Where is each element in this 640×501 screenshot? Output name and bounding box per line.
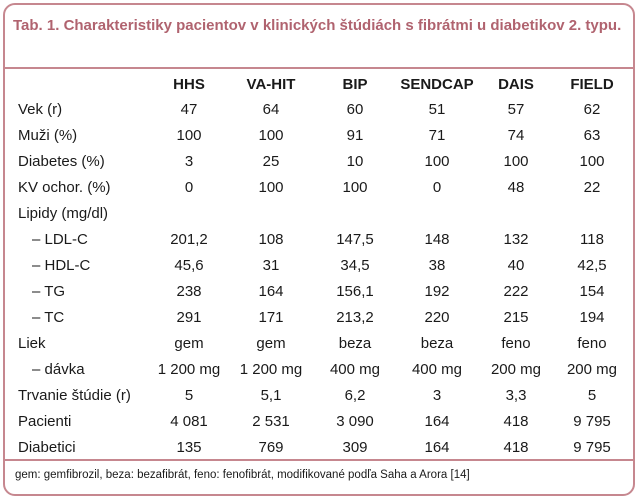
table-row (5, 97, 633, 123)
table-cell: gem (174, 335, 204, 352)
table-cell: 31 (262, 257, 280, 274)
table-row (5, 149, 633, 175)
table-row (5, 305, 633, 331)
row-label: – LDL-C (32, 231, 88, 248)
row-label: – TG (32, 283, 66, 300)
table-card (3, 3, 635, 496)
table-cell: 74 (507, 127, 525, 144)
row-label: Liek (18, 335, 46, 352)
table-cell: feno (501, 335, 531, 352)
table-row (5, 253, 633, 279)
table-cell (149, 201, 229, 227)
table-cell: 60 (346, 101, 364, 118)
row-label: Diabetici (18, 439, 76, 456)
table-cell: 5 (184, 387, 194, 404)
table-row (5, 123, 633, 149)
table-cell: 63 (583, 127, 601, 144)
table-cell: 418 (503, 413, 529, 430)
table-cell: 213,2 (336, 309, 374, 326)
table-cell: 38 (428, 257, 446, 274)
table-cell: 135 (176, 439, 202, 456)
row-label: Lipidy (mg/dl) (18, 205, 109, 222)
table-cell: 1 200 mg (239, 361, 303, 378)
table-cell: 100 (579, 153, 605, 170)
table-cell: 108 (258, 231, 284, 248)
table-cell: 222 (503, 283, 529, 300)
table-cell: 64 (262, 101, 280, 118)
column-header: VA-HIT (246, 76, 296, 93)
table-cell: 5 (587, 387, 597, 404)
row-label: Muži (%) (18, 127, 78, 144)
table-row (5, 279, 633, 305)
table-cell: 51 (428, 101, 446, 118)
table-cell: 47 (180, 101, 198, 118)
table-cell: 215 (503, 309, 529, 326)
table-row (5, 227, 633, 253)
table-cell: 45,6 (174, 257, 204, 274)
table-cell: 171 (258, 309, 284, 326)
table-row (5, 435, 633, 461)
table-cell: gem (256, 335, 286, 352)
table-cell: 238 (176, 283, 202, 300)
table-cell: 148 (424, 231, 450, 248)
table-cell: 34,5 (340, 257, 370, 274)
table-cell: 164 (258, 283, 284, 300)
column-header: BIP (342, 76, 368, 93)
table-cell: 100 (342, 179, 368, 196)
table-cell: 201,2 (170, 231, 208, 248)
table-cell: 291 (176, 309, 202, 326)
table-cell: 200 mg (566, 361, 618, 378)
table-cell: 194 (579, 309, 605, 326)
table-cell: 156,1 (336, 283, 374, 300)
table-row (5, 357, 633, 383)
row-label: Pacienti (18, 413, 72, 430)
column-header: HHS (173, 76, 205, 93)
table-row (5, 383, 633, 409)
table-cell: 22 (583, 179, 601, 196)
table-cell: 57 (507, 101, 525, 118)
table-cell: 25 (262, 153, 280, 170)
table-cell: beza (420, 335, 454, 352)
table-cell: 3 090 (336, 413, 374, 430)
row-label: Vek (r) (18, 101, 63, 118)
column-header: FIELD (570, 76, 614, 93)
table-cell (397, 201, 477, 227)
table-cell: 40 (507, 257, 525, 274)
table-cell: 3,3 (505, 387, 527, 404)
table-cell: 6,2 (344, 387, 366, 404)
table-cell: 2 531 (252, 413, 290, 430)
table-cell: 62 (583, 101, 601, 118)
table-cell: 100 (176, 127, 202, 144)
table-cell: 164 (424, 439, 450, 456)
table-cell: 48 (507, 179, 525, 196)
table-cell: 10 (346, 153, 364, 170)
table-cell: feno (577, 335, 607, 352)
table-cell: 154 (579, 283, 605, 300)
table-cell: 400 mg (411, 361, 463, 378)
column-header: DAIS (498, 76, 534, 93)
table-cell: 3 (184, 153, 194, 170)
row-label: – TC (32, 309, 65, 326)
table-cell: 100 (424, 153, 450, 170)
caption-divider (5, 67, 633, 69)
table-cell: 42,5 (577, 257, 607, 274)
table-cell: 91 (346, 127, 364, 144)
table-cell: 71 (428, 127, 446, 144)
table-cell: 100 (258, 179, 284, 196)
table-cell (552, 201, 632, 227)
table-cell: 0 (184, 179, 194, 196)
table-row (5, 409, 633, 435)
table-cell: beza (338, 335, 372, 352)
table-cell: 118 (580, 231, 604, 248)
row-label: KV ochor. (%) (18, 179, 111, 196)
table-cell: 132 (503, 231, 529, 248)
table-cell: 100 (258, 127, 284, 144)
table-row (5, 175, 633, 201)
table-cell: 220 (424, 309, 450, 326)
column-header: SENDCAP (400, 76, 474, 93)
row-label: Trvanie štúdie (r) (18, 387, 131, 404)
row-label: – HDL-C (32, 257, 91, 274)
table-cell: 0 (432, 179, 442, 196)
table-cell: 164 (424, 413, 450, 430)
table-row (5, 331, 633, 357)
table-cell: 5,1 (260, 387, 282, 404)
table-cell: 100 (503, 153, 529, 170)
table-cell: 147,5 (336, 231, 374, 248)
table-cell: 3 (432, 387, 442, 404)
row-label: – dávka (32, 361, 85, 378)
table-cell: 769 (258, 439, 284, 456)
table-cell (476, 201, 556, 227)
table-cell (315, 201, 395, 227)
footnote-divider (5, 459, 633, 461)
table-row (5, 201, 633, 227)
table-cell: 418 (503, 439, 529, 456)
table-footnote: gem: gemfibrozil, beza: bezafibrát, feno: fenofibrát, modifikované podľa Saha a Arora [14] (15, 469, 470, 481)
table-cell: 309 (342, 439, 368, 456)
table-cell: 1 200 mg (157, 361, 221, 378)
table-cell: 192 (424, 283, 450, 300)
table-cell: 400 mg (329, 361, 381, 378)
table-cell: 9 795 (573, 413, 611, 430)
table-cell: 4 081 (170, 413, 208, 430)
table-cell (231, 201, 311, 227)
table-cell: 9 795 (573, 439, 611, 456)
table-caption: Tab. 1. Charakteristiky pacientov v klinických štúdiách s fibrátmi u diabetikov 2. typu. (13, 17, 622, 34)
row-label: Diabetes (%) (18, 153, 105, 170)
table-cell: 200 mg (490, 361, 542, 378)
